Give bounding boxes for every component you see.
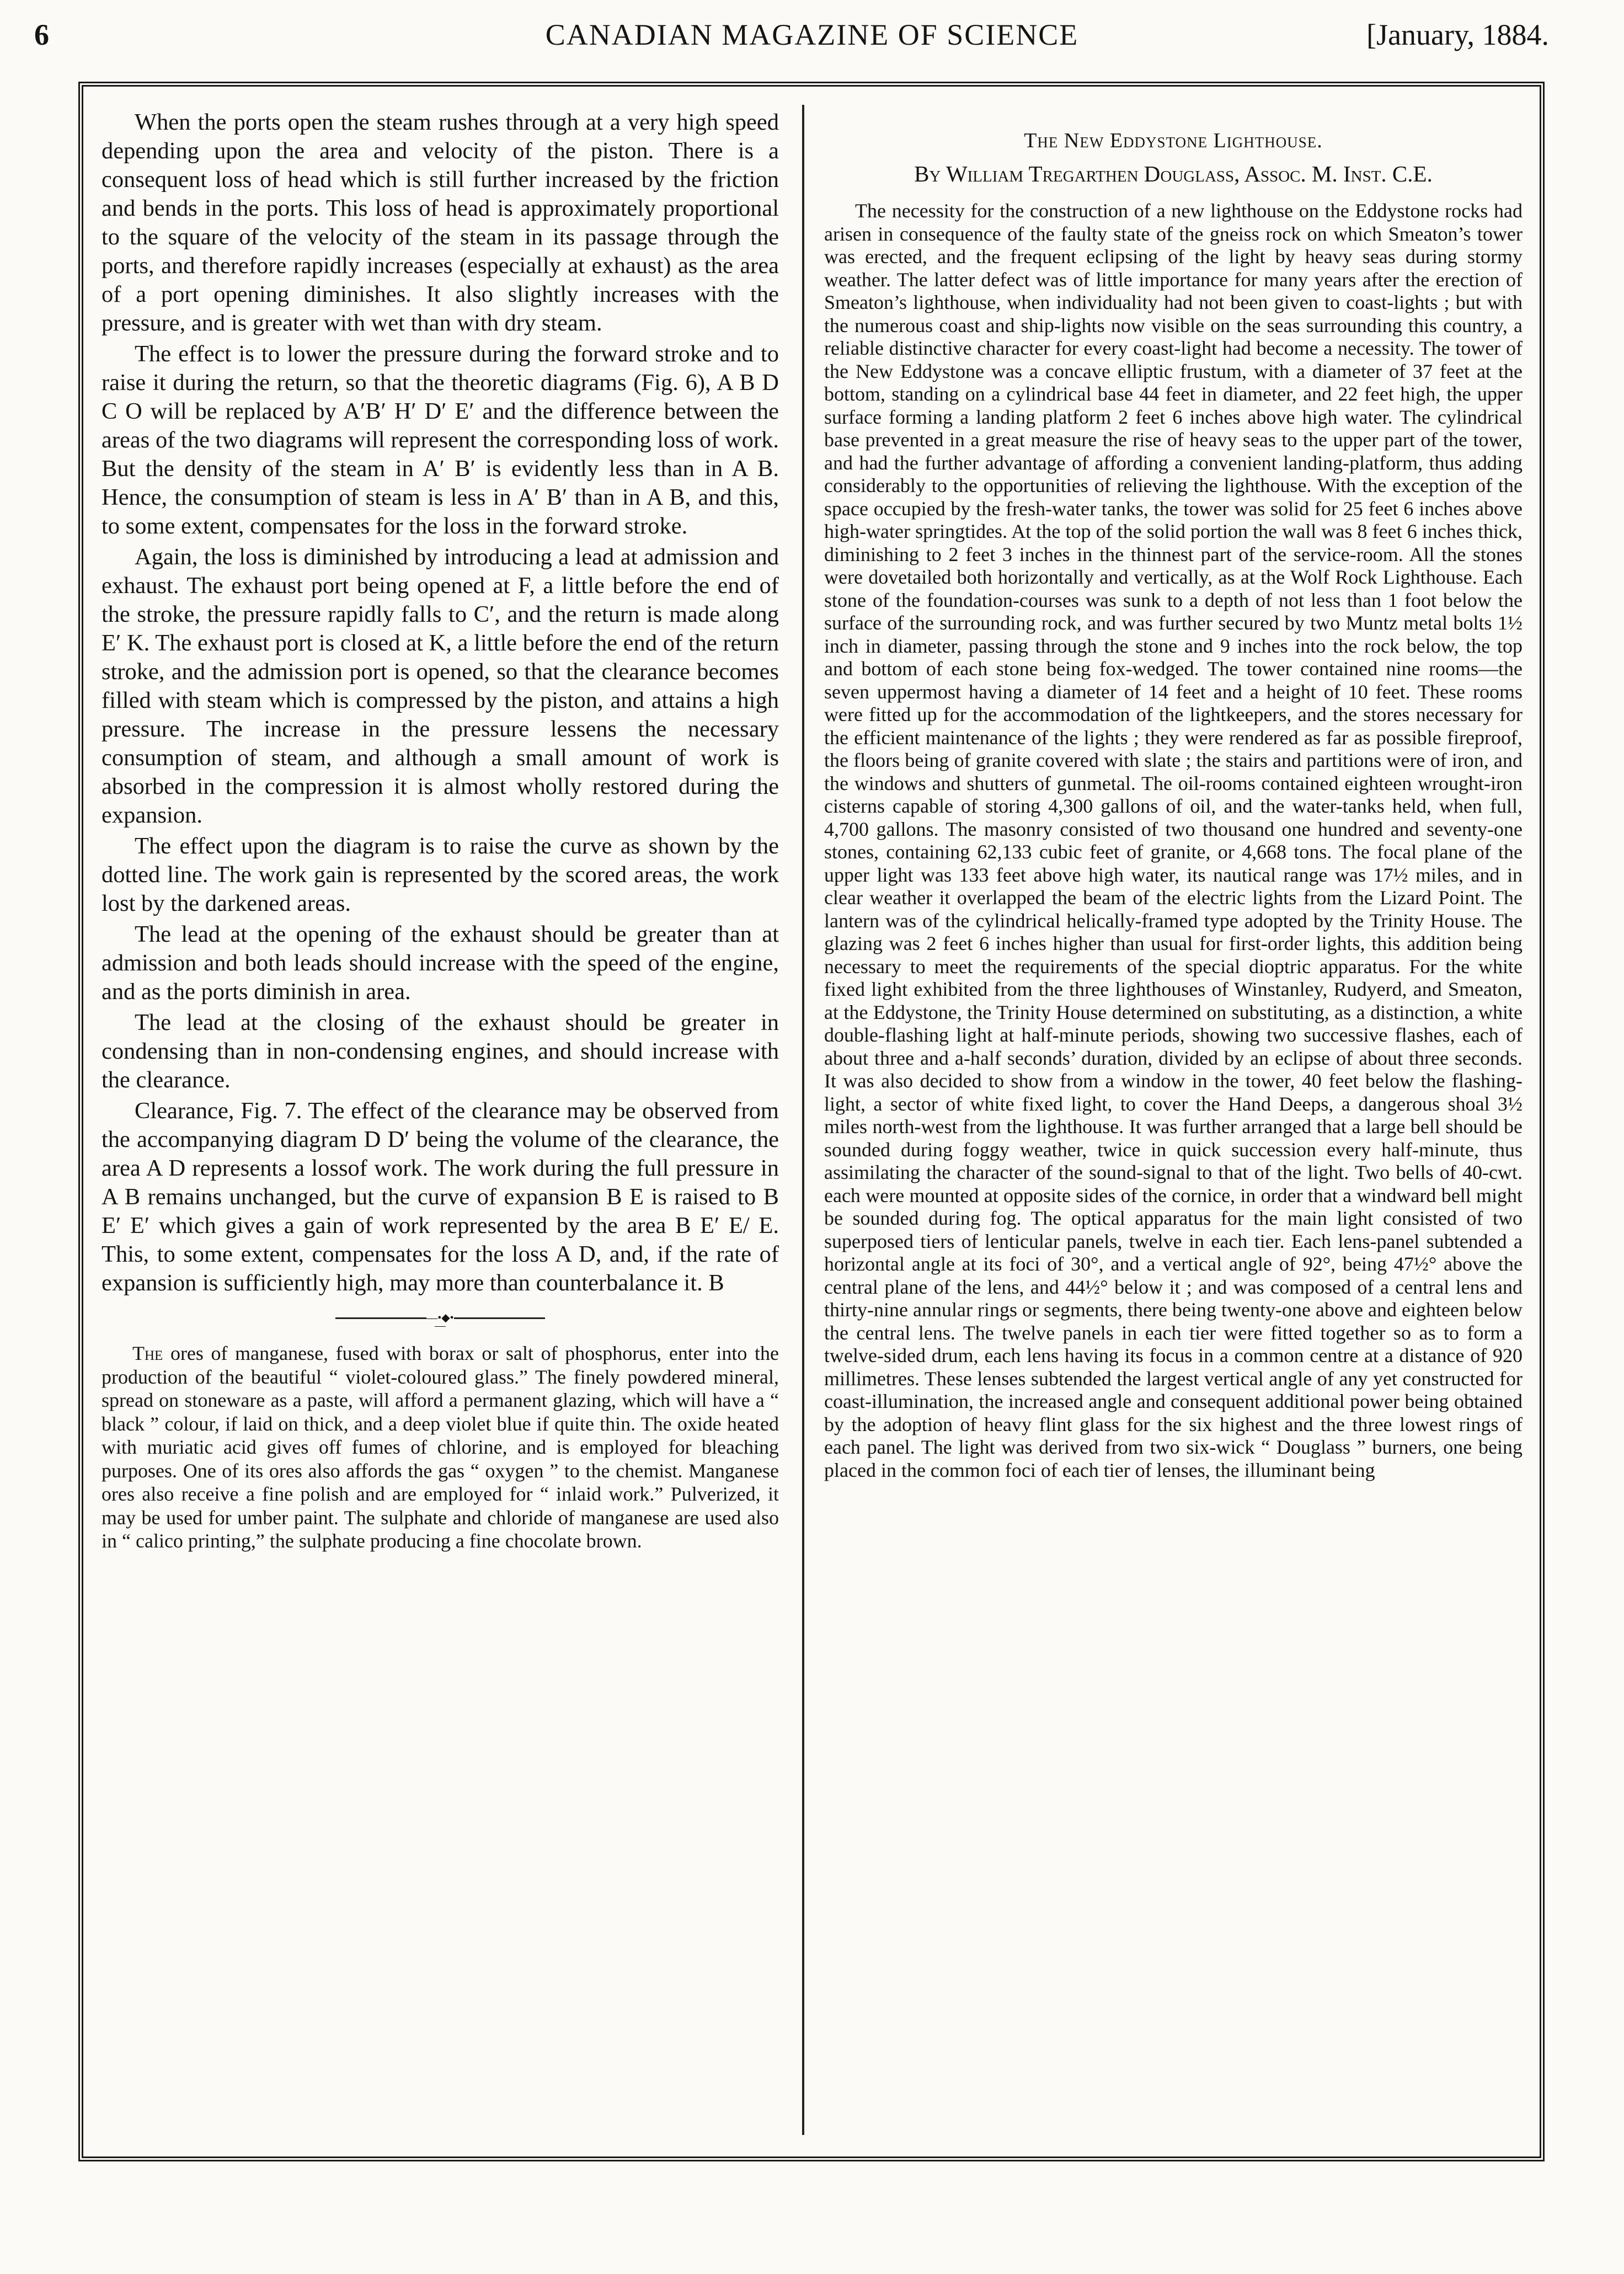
magazine-title: CANADIAN MAGAZINE OF SCIENCE xyxy=(545,18,1079,51)
left-column xyxy=(101,108,779,2138)
article-byline: By William Tregarthen Douglass, Assoc. M. Inst. C.E. xyxy=(914,161,1433,186)
section-separator xyxy=(335,1312,545,1332)
article-title: The New Eddystone Lighthouse. xyxy=(1024,129,1323,152)
note-text: ores of manganese, fused with borax or salt of phosphorus, enter into the production of the beautiful “ violet-coloured glass.” The finely powdered mineral, spread on stoneware as a paste, will afford a permanent glazing, which will have a “ black ” colour, if laid on thick, and a deep violet blue if quite thin. The oxide heated with muriatic acid gives off fumes of chlorine, and is employed for bleaching purposes. One of its ores also affords the gas “ oxygen ” to the chemist. Manganese ores also receive a fine polish and are employed for “ inlaid work.” Pulverized, it may be used for umber paint. The sulphate and chloride of manganese are used also in “ calico printing,” the sulphate producing a fine chocolate brown. xyxy=(101,1342,779,1552)
column-divider xyxy=(802,105,804,2135)
page-number: 6 xyxy=(34,18,49,51)
manganese-note xyxy=(101,1342,779,1553)
article-body: The necessity for the construction of a new lighthouse on the Eddystone rocks had arisen in consequence of the faulty state of the gneiss rock on which Smeaton’s tower was erected, and the frequent eclipsing of the light by heavy seas during stormy weather. The latter defect was of little importance for many years after the erection of Smeaton’s lighthouse, when individuality had not been given to coast-lights ; but with the numerous coast and ship-lights now visible on the seas surrounding this country, a reliable distinctive character for every coast-light had become a necessity. The tower of the New Eddystone was a concave elliptic frustum, with a diameter of 37 feet at the bottom, standing on a cylindrical base 44 feet in diameter, and 22 feet high, the upper surface forming a landing platform 2 feet 6 inches above high water. The cylindrical base prevented in a great measure the rise of heavy seas to the upper part of the tower, and had the further advantage of affording a convenient landing-platform, thus adding considerably to the opportunities of relieving the lighthouse. With the exception of the space occupied by the fresh-water tanks, the tower was solid for 25 feet 6 inches above high-water springtides. At the top of the solid portion the wall was 8 feet 6 inches thick, diminishing to 2 feet 3 inches in the thinnest part of the service-room. All the stones were dovetailed both horizontally and vertically, as at the Wolf Rock Lighthouse. Each stone of the foundation-courses was sunk to a depth of not less than 1 foot below the surface of the surrounding rock, and was further secured by two Muntz metal bolts 1½ inch in diameter, passing through the stone and 9 inches into the rock below, the top and bottom of each stone being fox-wedged. The tower contained nine rooms—the seven uppermost having a diameter of 14 feet and a height of 10 feet. These rooms were fitted up for the accommodation of the lightkeepers, and the stores necessary for the efficient maintenance of the lights ; they were rendered as far as possible fireproof, the floors being of granite covered with slate ; the stairs and partitions were of iron, and the windows and shutters of gunmetal. The oil-rooms contained eighteen wrought-iron cisterns capable of storing 4,300 gallons of oil, and the water-tanks held, when full, 4,700 gallons. The masonry consisted of two thousand one hundred and seventy-one stones, containing 62,133 cubic feet of granite, or 4,668 tons. The focal plane of the upper light was 133 feet above high water, its nautical range was 17½ miles, and in clear weather it overlapped the beam of the electric lights from the Lizard Point. The lantern was of the cylindrical helically-framed type adopted by the Trinity House. The glazing was 2 feet 6 inches higher than usual for first-order lights, this addition being necessary to meet the requirements of the special dioptric apparatus. For the white fixed light exhibited from the three lighthouses of Winstanley, Rudyerd, and Smeaton, at the Eddystone, the Trinity House determined on substituting, as a distinction, a white double-flashing light at half-minute periods, showing two successive flashes, each of about three and a-half seconds’ duration, divided by an eclipse of about three seconds. It was also decided to show from a window in the tower, 40 feet below the flashing-light, a sector of white fixed light, to cover the Hand Deeps, a dangerous shoal 3½ miles north-west from the lighthouse. It was further arranged that a large bell should be sounded during foggy weather, twice in quick succession every half-minute, thus assimilating the character of the sound-signal to that of the light. Two bells of 40-cwt. each were mounted at opposite sides of the cornice, in order that a windward bell might be sounded during fog. The optical apparatus for the main light consisted of two superposed tiers of lenticular panels, twelve in each tier. Each lens-panel subtended a horizontal angle at its foci of 30°, and a vertical angle of 92°, being 47½° above the central plane of the lens, and 44½° below it ; and was composed of a central lens and thirty-nine annular rings or segments, there being twenty-one above and eighteen below the central lens. The twelve panels in each tier were fitted together so as to form a twelve-sided drum, each lens having its focus in a common centre at a distance of 920 millimetres. These lenses subtended the largest vertical angle of any yet constructed for coast-illumination, the increased angle and consequent additional power being obtained by the adoption of heavy flint glass for the six highest and the three lowest rings of each panel. The light was derived from two six-wick “ Douglass ” burners, one being placed in the common foci of each tier of lenses, the illuminant being xyxy=(824,200,1522,1481)
paragraph-pressure-effect: The effect is to lower the pressure during the forward stroke and to raise it during the return, so that the theoretic diagrams (Fig. 6), A B D C O will be replaced by A′B′ H′ D′ E′ and the difference between the areas of the two diagrams will represent the corresponding loss of work. But the density of the steam in A′ B′ is evidently less than in A B. Hence, the consumption of steam is less in A′ B′ than in A B, and this, to some extent, compensates for the loss in the forward stroke. xyxy=(101,341,779,539)
paragraph-diagram-effect: The effect upon the diagram is to raise the curve as shown by the dotted line. The work gain is represented by the scored areas, the work lost by the darkened areas. xyxy=(101,833,779,916)
running-head xyxy=(0,12,1624,73)
paragraph-lead-exhaust: The lead at the opening of the exhaust should be greater than at admission and both leads should increase with the speed of the engine, and as the ports diminish in area. xyxy=(101,921,779,1005)
note-lead-word: The xyxy=(132,1342,163,1364)
paragraph-lead: Again, the loss is diminished by introducing a lead at admission and exhaust. The exhaust port being opened at F, a little before the end of the stroke, the pressure rapidly falls to C′, and the return is made along E′ K. The exhaust port is closed at K, a little before the end of the return stroke, and the admission port is opened, so that the clearance becomes filled with steam which is compressed by the piston, and attains a high pressure. The increase in the pressure lessens the necessary consumption of steam, and although a small amount of work is absorbed in the compression it is almost wholly restored during the expansion. xyxy=(101,544,779,828)
separator-ornament: —•◆•— xyxy=(426,1312,454,1332)
paragraph-clearance: Clearance, Fig. 7. The effect of the clearance may be observed from the accompanying diagram D D′ being the volume of the clearance, the area A D represents a lossof work. The work during the full pressure in A B remains unchanged, but the curve of expansion B E is raised to B E′ E′ which gives a gain of work represented by the area B E′ E/ E. This, to some extent, compensates for the loss A D, and, if the rate of expansion is sufficiently high, may more than counterbalance it. B xyxy=(101,1098,779,1296)
paragraph-steam-ports: When the ports open the steam rushes through at a very high speed depending upon the area and velocity of the piston. There is a consequent loss of head which is still further increased by the friction and bends in the ports. This loss of head is approximately proportional to the square of the velocity of the steam in its passage through the ports, and therefore rapidly increases (especially at exhaust) as the area of a port opening diminishes. It also slightly increases with the pressure, and is greater with wet than with dry steam. xyxy=(101,109,779,336)
right-column xyxy=(824,108,1522,2144)
issue-date: [January, 1884. xyxy=(1366,18,1549,51)
paragraph-lead-closing: The lead at the closing of the exhaust should be greater in condensing than in non-condensing engines, and should increase with the clearance. xyxy=(101,1010,779,1093)
